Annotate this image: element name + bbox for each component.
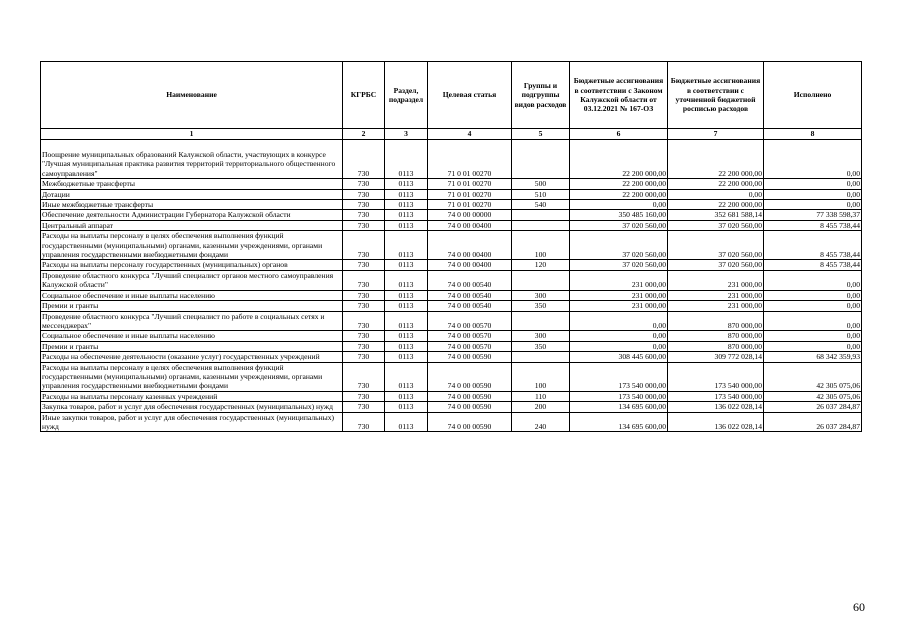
cell-group	[512, 210, 570, 220]
cell-group: 510	[512, 189, 570, 199]
cell-section: 0113	[385, 352, 428, 362]
cell-refined-amount: 352 681 588,14	[668, 210, 764, 220]
cell-group: 350	[512, 301, 570, 311]
cell-refined-amount: 136 022 028,14	[668, 402, 764, 412]
cell-law-amount: 134 695 600,00	[570, 412, 668, 432]
cell-section: 0113	[385, 200, 428, 210]
cell-target: 74 0 00 00400	[428, 260, 512, 270]
cell-name: Дотации	[41, 189, 343, 199]
cell-name: Социальное обеспечение и иные выплаты населению	[41, 290, 343, 300]
table-row	[41, 352, 862, 362]
budget-table	[40, 61, 862, 432]
table-row	[41, 270, 862, 290]
col-number: 1	[41, 129, 343, 140]
cell-law-amount: 231 000,00	[570, 301, 668, 311]
cell-executed-amount: 0,00	[764, 189, 862, 199]
cell-law-amount: 173 540 000,00	[570, 391, 668, 401]
col-header-law: Бюджетные ассигнования в соответствии с Законом Калужской области от 03.12.2021 № 167-ОЗ	[570, 62, 668, 129]
cell-name: Центральный аппарат	[41, 220, 343, 230]
cell-section: 0113	[385, 189, 428, 199]
cell-target: 74 0 00 00570	[428, 341, 512, 351]
cell-name: Поощрение муниципальных образований Калужской области, участвующих в конкурсе "Лучшая муниципальная практика развития территорий территориального общественного самоуправления"	[41, 140, 343, 179]
cell-kgrbs: 730	[343, 189, 385, 199]
cell-section: 0113	[385, 220, 428, 230]
cell-section: 0113	[385, 402, 428, 412]
cell-name: Межбюджетные трансферты	[41, 179, 343, 189]
cell-group: 100	[512, 231, 570, 260]
table-row	[41, 189, 862, 199]
cell-name: Социальное обеспечение и иные выплаты населению	[41, 331, 343, 341]
cell-law-amount: 0,00	[570, 311, 668, 331]
cell-target: 74 0 00 00000	[428, 210, 512, 220]
cell-refined-amount: 870 000,00	[668, 341, 764, 351]
cell-refined-amount: 231 000,00	[668, 270, 764, 290]
cell-target: 74 0 00 00590	[428, 362, 512, 391]
cell-kgrbs: 730	[343, 331, 385, 341]
cell-law-amount: 231 000,00	[570, 270, 668, 290]
cell-name: Закупка товаров, работ и услуг для обеспечения государственных (муниципальных) нужд	[41, 402, 343, 412]
col-number: 4	[428, 129, 512, 140]
cell-target: 74 0 00 00590	[428, 412, 512, 432]
cell-kgrbs: 730	[343, 231, 385, 260]
col-header-executed: Исполнено	[764, 62, 862, 129]
cell-law-amount: 350 485 160,00	[570, 210, 668, 220]
cell-group: 350	[512, 341, 570, 351]
cell-law-amount: 0,00	[570, 341, 668, 351]
cell-law-amount: 0,00	[570, 200, 668, 210]
cell-refined-amount: 22 200 000,00	[668, 140, 764, 179]
cell-section: 0113	[385, 260, 428, 270]
cell-law-amount: 231 000,00	[570, 290, 668, 300]
cell-target: 74 0 00 00590	[428, 352, 512, 362]
cell-section: 0113	[385, 290, 428, 300]
cell-group	[512, 270, 570, 290]
table-row	[41, 341, 862, 351]
cell-kgrbs: 730	[343, 220, 385, 230]
cell-target: 74 0 00 00540	[428, 301, 512, 311]
table-row	[41, 391, 862, 401]
cell-section: 0113	[385, 179, 428, 189]
cell-target: 71 0 01 00270	[428, 200, 512, 210]
cell-law-amount: 134 695 600,00	[570, 402, 668, 412]
cell-name: Расходы на выплаты персоналу государственных (муниципальных) органов	[41, 260, 343, 270]
col-header-refined: Бюджетные ассигнования в соответствии с уточненной бюджетной росписью расходов	[668, 62, 764, 129]
cell-law-amount: 22 200 000,00	[570, 179, 668, 189]
table-row	[41, 412, 862, 432]
cell-law-amount: 0,00	[570, 331, 668, 341]
col-number: 2	[343, 129, 385, 140]
table-row	[41, 210, 862, 220]
cell-name: Расходы на выплаты персоналу в целях обеспечения выполнения функций государственными (муниципальными) органами, казенными учреждениями, органами управления государственными внебюджетными фондами	[41, 231, 343, 260]
cell-section: 0113	[385, 412, 428, 432]
cell-section: 0113	[385, 140, 428, 179]
cell-target: 71 0 01 00270	[428, 179, 512, 189]
table-row	[41, 331, 862, 341]
cell-name: Премии и гранты	[41, 301, 343, 311]
cell-group	[512, 220, 570, 230]
table-row	[41, 402, 862, 412]
cell-refined-amount: 136 022 028,14	[668, 412, 764, 432]
col-header-target: Целевая статья	[428, 62, 512, 129]
cell-group: 300	[512, 331, 570, 341]
cell-target: 74 0 00 00590	[428, 402, 512, 412]
cell-executed-amount: 0,00	[764, 140, 862, 179]
col-number: 8	[764, 129, 862, 140]
cell-name: Расходы на выплаты персоналу в целях обеспечения выполнения функций государственными (муниципальными) органами, казенными учреждениями, органами управления государственными внебюджетными фондами	[41, 362, 343, 391]
cell-refined-amount: 870 000,00	[668, 331, 764, 341]
cell-law-amount: 37 020 560,00	[570, 260, 668, 270]
cell-executed-amount: 0,00	[764, 179, 862, 189]
cell-executed-amount: 0,00	[764, 200, 862, 210]
cell-law-amount: 37 020 560,00	[570, 220, 668, 230]
cell-kgrbs: 730	[343, 290, 385, 300]
cell-executed-amount: 8 455 738,44	[764, 220, 862, 230]
cell-group	[512, 311, 570, 331]
table-row	[41, 311, 862, 331]
cell-group: 110	[512, 391, 570, 401]
col-number: 6	[570, 129, 668, 140]
cell-name: Проведение областного конкурса "Лучший специалист органов местного самоуправления Калужской области"	[41, 270, 343, 290]
cell-refined-amount: 309 772 028,14	[668, 352, 764, 362]
table-row	[41, 301, 862, 311]
table-row	[41, 231, 862, 260]
cell-executed-amount: 42 305 075,06	[764, 391, 862, 401]
cell-target: 74 0 00 00570	[428, 331, 512, 341]
cell-executed-amount: 0,00	[764, 311, 862, 331]
cell-refined-amount: 173 540 000,00	[668, 362, 764, 391]
cell-kgrbs: 730	[343, 179, 385, 189]
cell-section: 0113	[385, 210, 428, 220]
cell-executed-amount: 42 305 075,06	[764, 362, 862, 391]
table-row	[41, 290, 862, 300]
cell-kgrbs: 730	[343, 341, 385, 351]
cell-name: Иные межбюджетные трансферты	[41, 200, 343, 210]
cell-section: 0113	[385, 270, 428, 290]
cell-target: 71 0 01 00270	[428, 189, 512, 199]
table-row	[41, 140, 862, 179]
cell-executed-amount: 0,00	[764, 301, 862, 311]
cell-kgrbs: 730	[343, 352, 385, 362]
cell-executed-amount: 0,00	[764, 290, 862, 300]
cell-group: 300	[512, 290, 570, 300]
table-row	[41, 362, 862, 391]
cell-group: 500	[512, 179, 570, 189]
cell-section: 0113	[385, 362, 428, 391]
cell-executed-amount: 8 455 738,44	[764, 231, 862, 260]
cell-kgrbs: 730	[343, 260, 385, 270]
page-number: 60	[853, 600, 865, 614]
cell-refined-amount: 0,00	[668, 189, 764, 199]
cell-refined-amount: 37 020 560,00	[668, 260, 764, 270]
cell-refined-amount: 22 200 000,00	[668, 200, 764, 210]
cell-executed-amount: 77 338 598,37	[764, 210, 862, 220]
cell-kgrbs: 730	[343, 412, 385, 432]
cell-group	[512, 140, 570, 179]
cell-law-amount: 173 540 000,00	[570, 362, 668, 391]
cell-target: 74 0 00 00590	[428, 391, 512, 401]
cell-executed-amount: 0,00	[764, 341, 862, 351]
cell-group: 120	[512, 260, 570, 270]
column-number-row	[41, 129, 862, 140]
cell-kgrbs: 730	[343, 210, 385, 220]
cell-kgrbs: 730	[343, 402, 385, 412]
cell-section: 0113	[385, 391, 428, 401]
cell-group: 240	[512, 412, 570, 432]
col-header-name: Наименование	[41, 62, 343, 129]
cell-law-amount: 37 020 560,00	[570, 231, 668, 260]
cell-section: 0113	[385, 311, 428, 331]
cell-executed-amount: 68 342 359,93	[764, 352, 862, 362]
cell-section: 0113	[385, 341, 428, 351]
col-header-groups: Группы и подгруппы видов расходов	[512, 62, 570, 129]
header-row	[41, 62, 862, 129]
cell-executed-amount: 26 037 284,87	[764, 402, 862, 412]
cell-group: 100	[512, 362, 570, 391]
cell-kgrbs: 730	[343, 301, 385, 311]
cell-name: Проведение областного конкурса "Лучший специалист по работе в социальных сетях и мессенджерах"	[41, 311, 343, 331]
cell-refined-amount: 37 020 560,00	[668, 220, 764, 230]
cell-name: Иные закупки товаров, работ и услуг для обеспечения государственных (муниципальных) нужд	[41, 412, 343, 432]
cell-target: 74 0 00 00540	[428, 290, 512, 300]
cell-refined-amount: 231 000,00	[668, 301, 764, 311]
cell-executed-amount: 0,00	[764, 331, 862, 341]
cell-target: 74 0 00 00400	[428, 231, 512, 260]
cell-law-amount: 22 200 000,00	[570, 140, 668, 179]
cell-kgrbs: 730	[343, 270, 385, 290]
cell-group	[512, 352, 570, 362]
cell-group: 540	[512, 200, 570, 210]
cell-name: Обеспечение деятельности Администрации Губернатора Калужской области	[41, 210, 343, 220]
cell-name: Премии и гранты	[41, 341, 343, 351]
cell-kgrbs: 730	[343, 391, 385, 401]
col-number: 3	[385, 129, 428, 140]
cell-executed-amount: 8 455 738,44	[764, 260, 862, 270]
col-number: 5	[512, 129, 570, 140]
cell-name: Расходы на выплаты персоналу казенных учреждений	[41, 391, 343, 401]
cell-law-amount: 308 445 600,00	[570, 352, 668, 362]
table-row	[41, 179, 862, 189]
cell-law-amount: 22 200 000,00	[570, 189, 668, 199]
cell-kgrbs: 730	[343, 362, 385, 391]
cell-target: 74 0 00 00540	[428, 270, 512, 290]
cell-kgrbs: 730	[343, 140, 385, 179]
cell-target: 74 0 00 00570	[428, 311, 512, 331]
cell-refined-amount: 37 020 560,00	[668, 231, 764, 260]
col-header-kgrbs: КГРБС	[343, 62, 385, 129]
cell-section: 0113	[385, 331, 428, 341]
table-row	[41, 260, 862, 270]
cell-kgrbs: 730	[343, 311, 385, 331]
cell-kgrbs: 730	[343, 200, 385, 210]
cell-section: 0113	[385, 301, 428, 311]
cell-group: 200	[512, 402, 570, 412]
cell-refined-amount: 870 000,00	[668, 311, 764, 331]
col-number: 7	[668, 129, 764, 140]
cell-refined-amount: 173 540 000,00	[668, 391, 764, 401]
col-header-section: Раздел, подраздел	[385, 62, 428, 129]
cell-section: 0113	[385, 231, 428, 260]
cell-name: Расходы на обеспечение деятельности (оказание услуг) государственных учреждений	[41, 352, 343, 362]
cell-executed-amount: 26 037 284,87	[764, 412, 862, 432]
table-row	[41, 200, 862, 210]
cell-target: 71 0 01 00270	[428, 140, 512, 179]
cell-refined-amount: 231 000,00	[668, 290, 764, 300]
table-row	[41, 220, 862, 230]
cell-refined-amount: 22 200 000,00	[668, 179, 764, 189]
cell-executed-amount: 0,00	[764, 270, 862, 290]
cell-target: 74 0 00 00400	[428, 220, 512, 230]
